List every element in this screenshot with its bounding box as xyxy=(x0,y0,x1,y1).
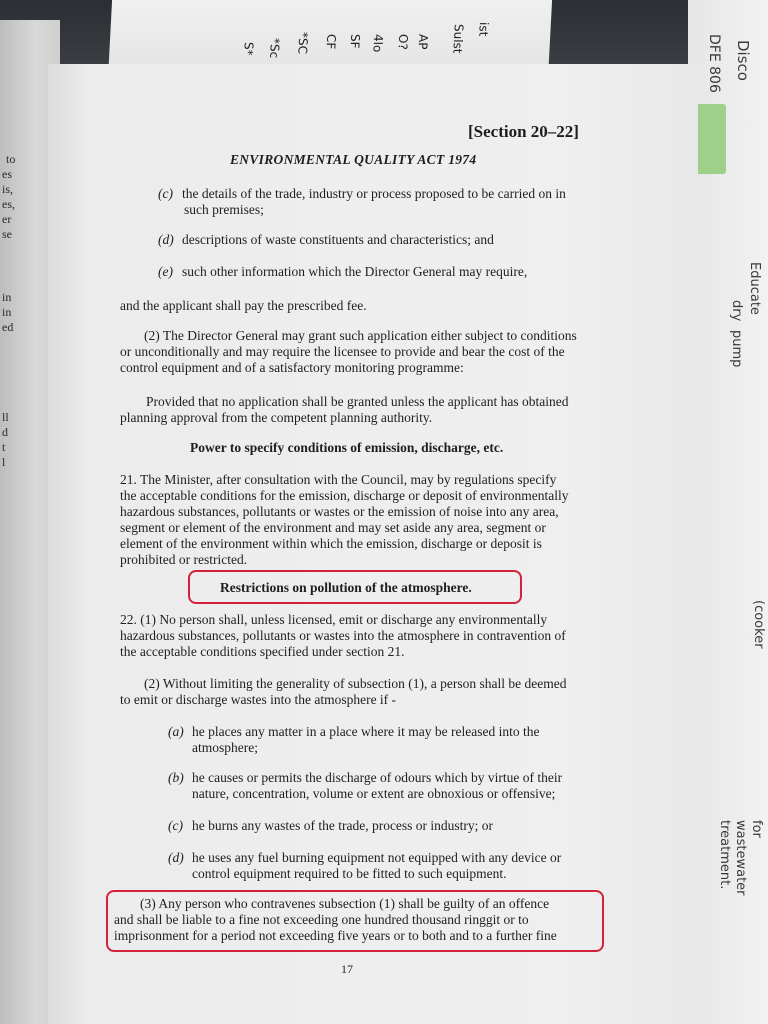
document-page xyxy=(48,64,698,1024)
handwritten-note: wastewater xyxy=(733,820,748,896)
section-22-2-line: to emit or discharge wastes into the atmosphere if - xyxy=(120,692,397,707)
item-b-continued: nature, concentration, volume or extent are obnoxious or offensive; xyxy=(192,786,556,801)
paragraph-2-line: (2) The Director General may grant such application either subject to conditions xyxy=(144,328,577,343)
item-a xyxy=(168,724,539,741)
margin-fragment: ed xyxy=(2,320,14,334)
proviso-line: planning approval from the competent planning authority. xyxy=(120,410,433,425)
handwritten-note: Educate xyxy=(747,262,762,315)
section-21-line: prohibited or restricted. xyxy=(120,552,248,567)
top-fragment: AP xyxy=(415,34,431,50)
section-21-heading: Power to specify conditions of emission, discharge, etc. xyxy=(190,440,504,455)
clause-text: the details of the trade, industry or process proposed to be carried on in xyxy=(182,186,566,201)
paragraph-2-line: or unconditionally and may require the licensee to provide and bear the cost of the xyxy=(120,344,565,359)
section-reference: [Section 20–22] xyxy=(468,122,579,141)
clause-label: (d) xyxy=(158,232,174,247)
section-22-1-line: 22. (1) No person shall, unless licensed, emit or discharge any environmentally xyxy=(120,612,548,627)
handwritten-note: DFE 806 xyxy=(706,34,722,93)
handwritten-note: treatment. xyxy=(717,820,732,890)
margin-fragment: se xyxy=(2,227,12,241)
item-d-continued: control equipment required to be fitted to such equipment. xyxy=(192,866,507,881)
clause-d xyxy=(158,232,494,249)
margin-fragment: l xyxy=(2,455,6,469)
section-22-1-line: the acceptable conditions specified under section 21. xyxy=(120,644,405,659)
margin-fragment: es, xyxy=(2,197,15,211)
item-d xyxy=(168,850,561,867)
handwritten-note: Disco xyxy=(734,40,752,81)
item-label: (b) xyxy=(168,770,184,785)
margin-fragment: es xyxy=(2,167,12,181)
top-fragment: CF xyxy=(323,34,339,50)
section-22-heading: Restrictions on pollution of the atmosphere. xyxy=(220,580,472,595)
top-fragment: SF xyxy=(347,34,363,49)
fee-line: and the applicant shall pay the prescribed fee. xyxy=(120,298,367,313)
paragraph-2-line: control equipment and of a satisfactory monitoring programme: xyxy=(120,360,464,375)
item-a-continued: atmosphere; xyxy=(192,740,258,755)
section-22-2-line: (2) Without limiting the generality of subsection (1), a person shall be deemed xyxy=(144,676,567,691)
section-22-1-line: hazardous substances, pollutants or wastes into the atmosphere in contravention of xyxy=(120,628,566,643)
proviso-line: Provided that no application shall be granted unless the applicant has obtained xyxy=(146,394,569,409)
top-fragment: Sulst xyxy=(450,24,466,54)
margin-fragment: d xyxy=(2,425,8,439)
top-fragment: S* xyxy=(241,42,256,56)
top-fragment: 4lo xyxy=(370,34,386,53)
section-22-3-line: and shall be liable to a fine not exceeding one hundred thousand ringgit or to xyxy=(114,912,529,927)
margin-fragment: in xyxy=(2,290,12,304)
item-text: he causes or permits the discharge of odours which by virtue of their xyxy=(192,770,563,785)
clause-label: (e) xyxy=(158,264,173,279)
section-22-3-line: imprisonment for a period not exceeding five years or to both and to a further fine xyxy=(114,928,557,943)
item-label: (a) xyxy=(168,724,184,739)
item-label: (d) xyxy=(168,850,184,865)
item-text: he burns any wastes of the trade, process or industry; or xyxy=(192,818,494,833)
handwritten-note: (cooker xyxy=(751,600,766,649)
section-22-3-line: (3) Any person who contravenes subsection (1) shall be guilty of an offence xyxy=(140,896,550,911)
section-21-line: element of the environment within which the emission, discharge or deposit is xyxy=(120,536,542,551)
clause-label: (c) xyxy=(158,186,173,201)
margin-fragment: is, xyxy=(2,182,14,196)
clause-c-continued: such premises; xyxy=(184,202,264,217)
clause-c xyxy=(158,186,566,203)
item-b xyxy=(168,770,562,787)
section-21-line: hazardous substances, pollutants or wastes or the emission of noise into any area, xyxy=(120,504,559,519)
top-fragment: ist xyxy=(476,22,491,37)
section-21-line: the acceptable conditions for the emission, discharge or deposit of environmentally xyxy=(120,488,569,503)
page-number: 17 xyxy=(341,962,353,976)
item-text: he places any matter in a place where it may be released into the xyxy=(192,724,540,739)
handwritten-note: for xyxy=(749,820,764,838)
item-label: (c) xyxy=(168,818,183,833)
item-text: he uses any fuel burning equipment not equipped with any device or xyxy=(192,850,562,865)
top-fragment: *Sc xyxy=(267,38,283,59)
top-fragment: O? xyxy=(395,34,411,50)
item-c xyxy=(168,818,493,835)
margin-fragment: er xyxy=(2,212,12,226)
margin-fragment: ll xyxy=(2,410,9,424)
top-fragment: *SC xyxy=(295,32,311,54)
act-title: ENVIRONMENTAL QUALITY ACT 1974 xyxy=(230,152,477,167)
margin-fragment: t xyxy=(2,440,6,454)
handwritten-note: pump xyxy=(729,330,744,368)
clause-text: descriptions of waste constituents and characteristics; and xyxy=(182,232,494,247)
clause-text: such other information which the Director General may require, xyxy=(182,264,528,279)
clause-e xyxy=(158,264,527,281)
margin-fragment: to xyxy=(6,152,16,166)
handwritten-note: dry xyxy=(729,300,744,322)
section-21-line: segment or element of the environment and may set aside any area, segment or xyxy=(120,520,546,535)
margin-fragment: in xyxy=(2,305,12,319)
section-21-line: 21. The Minister, after consultation with the Council, may by regulations specify xyxy=(120,472,557,487)
